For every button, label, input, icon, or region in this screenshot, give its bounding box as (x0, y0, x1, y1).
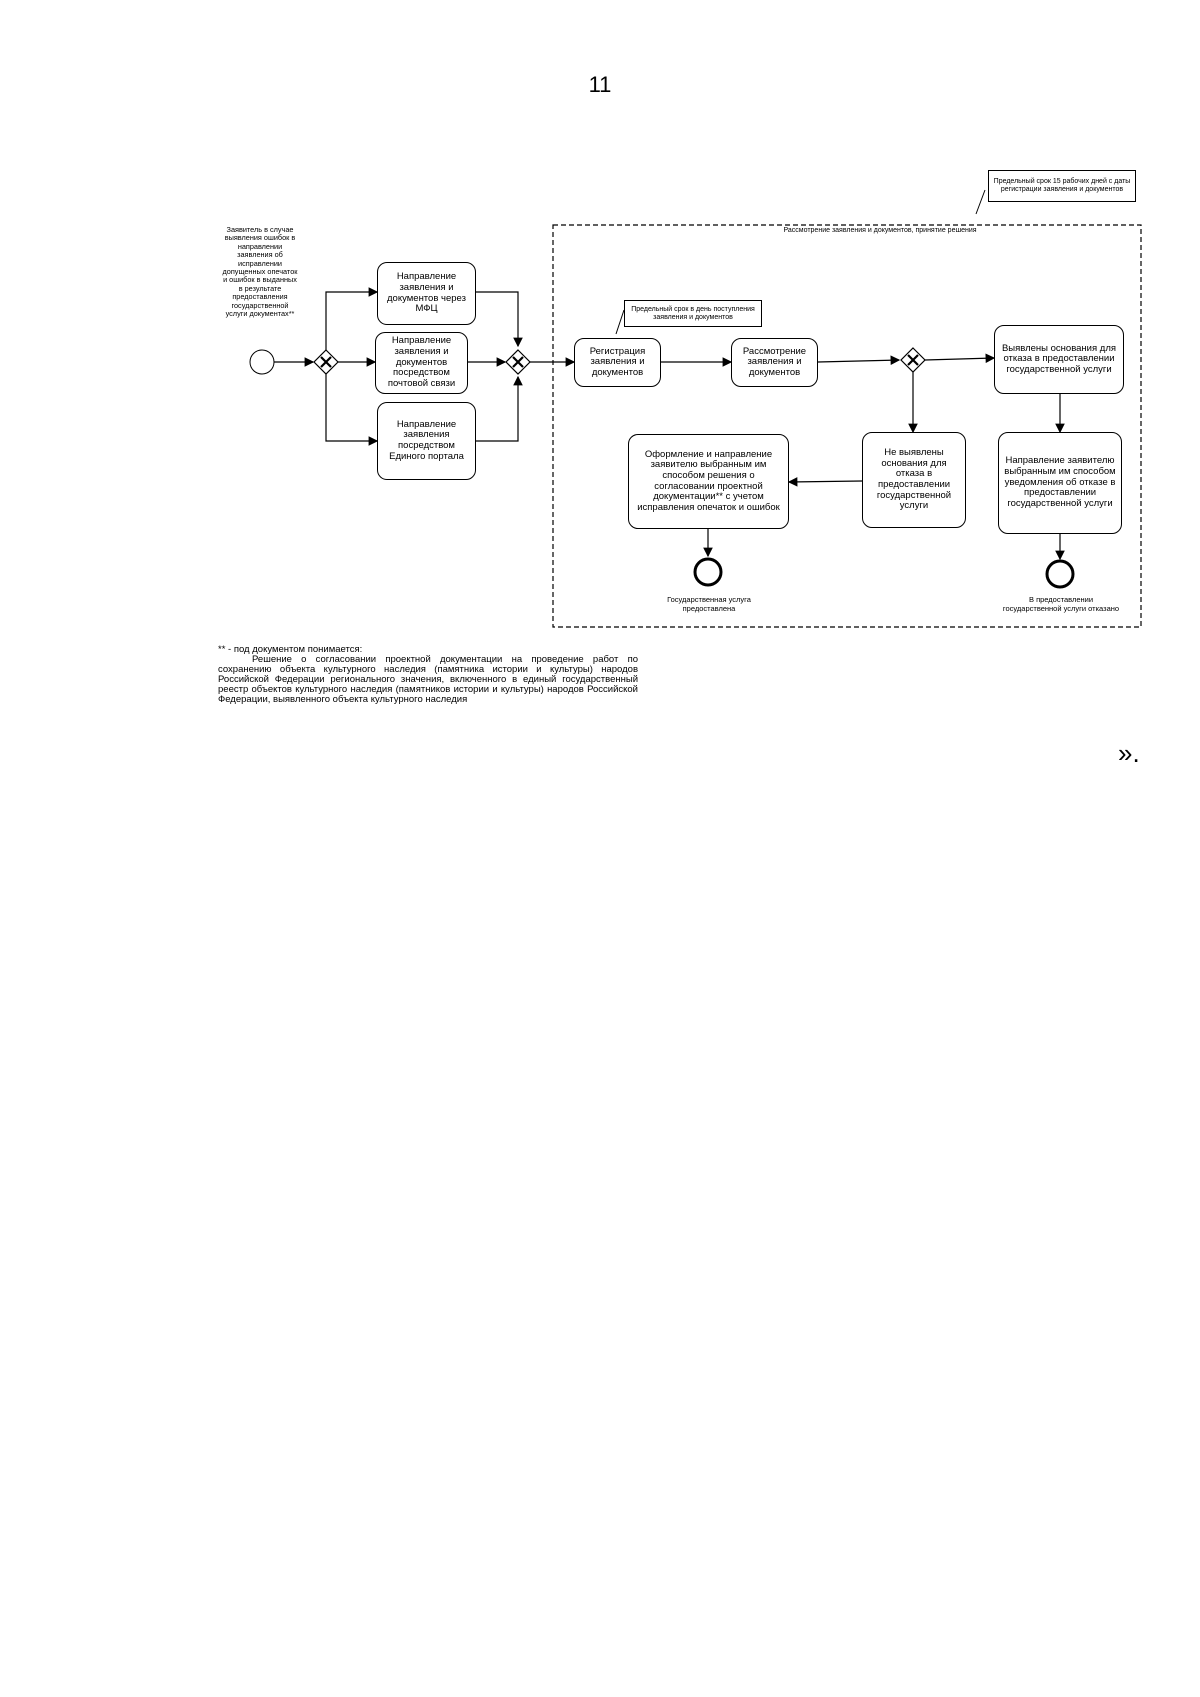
refusal-notify-box: Направление заявителю выбранным им способом уведомления об отказе в предоставлении государственной услуги (998, 432, 1122, 534)
start-event-label: Заявитель в случае выявления ошибок в направлении заявления об исправлении допущенных опечаток и ошибок в выданных в результате предоставления государственной услуги документах** (222, 225, 298, 318)
merge-gateway (506, 350, 530, 374)
term-note-15-days: Предельный срок 15 рабочих дней с даты регистрации заявления и документов (988, 170, 1136, 202)
closing-quote: ». (1118, 738, 1140, 768)
registration-box: Регистрация заявления и документов (574, 338, 661, 387)
page-number: 11 (588, 72, 612, 97)
no-refusal-box: Не выявлены основания для отказа в предоставлении государственной услуги (862, 432, 966, 528)
end-event-provided (695, 559, 721, 585)
channel-post-box: Направление заявления и документов посредством почтовой связи (375, 332, 468, 394)
term-note-same-day: Предельный срок в день поступления заявления и документов (624, 300, 762, 327)
channel-mfc-box: Направление заявления и документов через МФЦ (377, 262, 476, 325)
review-box: Рассмотрение заявления и документов (731, 338, 818, 387)
end-refused-label: В предоставлении государственной услуги отказано (1002, 595, 1120, 613)
refusal-found-box: Выявлены основания для отказа в предоставлении государственной услуги (994, 325, 1124, 394)
footnote-body: Решение о согласовании проектной документации на проведение работ по сохранению объекта культурного наследия (памятника истории и культуры) народов Российской Федерации регионального значения, включенного в единый государственный реестр объектов культурного наследия (памятников истории и культуры) народов Российской Федерации, выявленного объекта культурного наследия (218, 653, 638, 705)
decision-gateway (901, 348, 925, 372)
footnote-lead: ** - под документом понимается: (218, 644, 363, 655)
end-provided-label: Государственная услуга предоставлена (667, 595, 751, 613)
end-event-refused (1047, 561, 1073, 587)
footnote (218, 645, 638, 705)
review-region-label: Рассмотрение заявления и документов, принятие решения (783, 227, 977, 234)
channel-portal-box: Направление заявления посредством Единого портала (377, 402, 476, 480)
start-event (250, 350, 274, 374)
issue-decision-box: Оформление и направление заявителю выбранным им способом решения о согласовании проектной документации** с учетом исправления опечаток и ошибок (628, 434, 789, 529)
split-gateway (314, 350, 338, 374)
